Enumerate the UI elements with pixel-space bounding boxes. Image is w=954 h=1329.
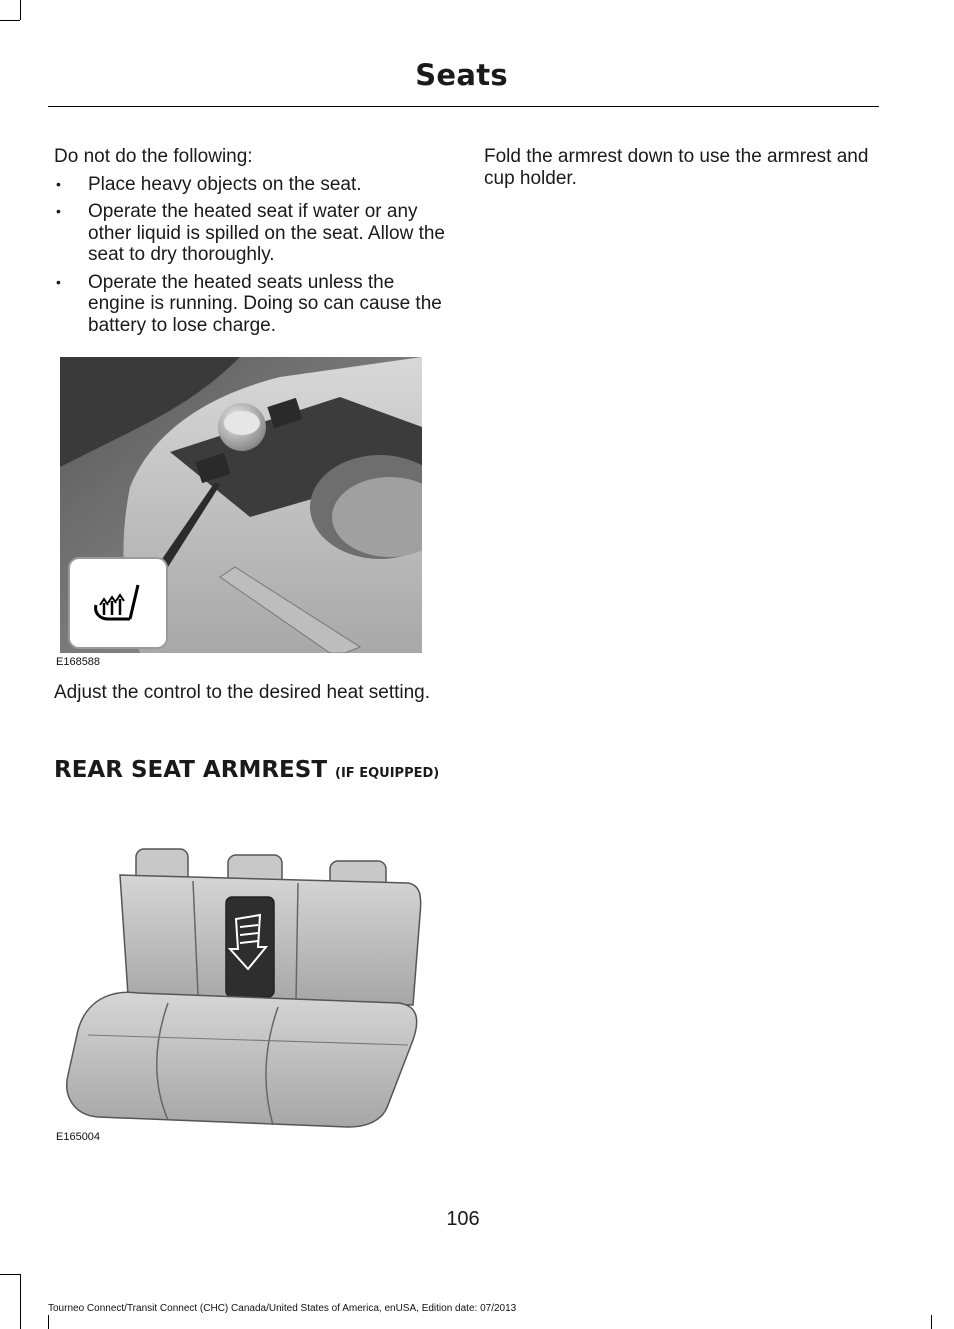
- page-number: 106: [446, 1208, 480, 1230]
- crop-mark-top-left-v: [20, 0, 21, 20]
- rear-seat-illustration: [58, 845, 426, 1130]
- rear-seat-figure: [58, 845, 426, 1130]
- armrest-text: Fold the armrest down to use the armrest and cup holder.: [484, 146, 869, 189]
- section-heading-suffix: (IF EQUIPPED): [335, 766, 440, 781]
- crop-mark-top-left-h: [0, 20, 20, 21]
- intro-text: Do not do the following:: [54, 146, 253, 167]
- fold-down-arrow-icon: [228, 913, 268, 973]
- section-heading: [54, 752, 454, 792]
- crop-mark-bottom-right-tick: [931, 1315, 932, 1329]
- crop-mark-bottom-left-tick: [48, 1315, 49, 1329]
- adjust-text: Adjust the control to the desired heat setting.: [54, 682, 431, 703]
- left-column: [54, 146, 449, 342]
- heated-seat-figure: [60, 357, 422, 653]
- list-item: • Operate the heated seat if water or any other liquid is spilled on the seat. Allow the seat to dry thoroughly.: [54, 201, 449, 266]
- crop-mark-bottom-left-h: [0, 1274, 20, 1275]
- header-rule: [48, 106, 879, 107]
- section-heading-main: REAR SEAT ARMREST: [54, 757, 328, 783]
- right-column: [484, 146, 879, 189]
- figure-code: E168588: [56, 656, 101, 668]
- warning-list: [54, 174, 449, 337]
- list-item: • Place heavy objects on the seat.: [54, 174, 449, 196]
- page-title: Seats: [415, 58, 508, 92]
- page-header: [0, 58, 926, 92]
- crop-mark-bottom-left-v: [20, 1274, 21, 1329]
- figure-code: E165004: [56, 1131, 101, 1143]
- heated-seat-icon: [90, 575, 144, 629]
- footer-text: Tourneo Connect/Transit Connect (CHC) Canada/United States of America, enUSA, Edition date: 07/2013: [48, 1303, 517, 1314]
- list-item: • Operate the heated seats unless the engine is running. Doing so can cause the battery to lose charge.: [54, 272, 449, 337]
